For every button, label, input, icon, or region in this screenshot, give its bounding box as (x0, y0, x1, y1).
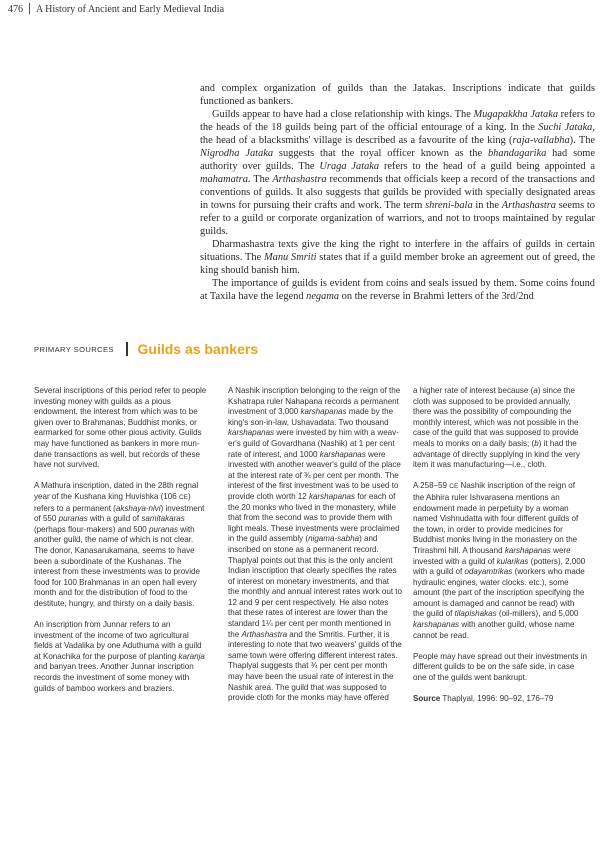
running-head (8, 3, 588, 15)
source-column-2: A Nashik inscription belonging to the reign of the Kshatrapa ruler Nahapana records a permanent investment of 3,000 karshapanas made by the king's son-in-law, Ushavadata. Two thousand karshapanas were invested by him with a weaver's guild of Govardhana (Nashik) at 1 per cent rate of interest, and 1000 karshapanas were invested with another weaver's guild of the place at the interest rate of ¾ per cent per month. The interest of the first investment was to be used to provide cloth worth 12 karshapanas for each of the 20 monks who lived in the monastery, while that from the second was to provide them with light meals. These investments were proclaimed in the guild assembly (nigama-sabha) and inscribed on stone as a permanent record. Thaplyal points out that this is the only ancient Indian inscription that clearly specifies the rates of interest on monetary investments, and that the monthly and annual interest rates work out to 12 and 9 per cent respectively. He also notes that these rates of interest are lower than the standard 1¼ per cent per month mentioned in the Arthashastra and the Smritis. Further, it is interesting to note that two weavers' guilds of the same town were offering different interest rates. Thaplyal suggests that ¾ per cent per month may have been the usual rate of interest in the Nashik area. The guild that was supposed to provide cloth for the monks may have offered (228, 386, 403, 703)
source-label: Source (413, 694, 441, 704)
book-title: A History of Ancient and Early Medieval India (36, 4, 225, 15)
source-column-3-body: a higher rate of interest because (a) since the cloth was supposed to be provided annually, there was the possibility of compounding the monthly interest, which was not possible in the case of the guild that was supposed to provide meals to monks on a daily basis; (b) it had the advantage of directly supplying in kind the very item it was manufacturing—i.e., cloth. A 258–59 CE Nashik inscription of the reign of the Abhira ruler Ishvarasena mentions an endowment made in perpetuity by a woman named Vishnudatta with four different guilds of the town, in order to provide medicines for Buddhist monks living in the monastery on the Trirashmi hill. A thousand karshapanas were invested with a guild of kularikas (potters), 2,000 with a guild of odayamtrikas (workers who made hydraulic engines, water clocks. etc.), some amount (the part of the inscription specifying the amount is damaged and cannot be read) with the guild of tilapishakas (oil-millers), and 5,000 karshapanas with another guild, whose name cannot be read. People may have spread out their investments in different guilds to be on the safe side, in case one of the guilds went bankrupt. (413, 386, 587, 683)
box-label: PRIMARY SOURCES (34, 345, 114, 354)
main-paragraph: Dharmashastra texts give the king the right to interfere in the affairs of guilds in certain situations. The Manu Smriti states that if a guild member broke an agreement out of greed, the king should banish him. (200, 239, 595, 276)
main-paragraph: The importance of guilds is evident from coins and seals issued by them. Some coins found at Taxila have the legend negama on the reverse in Brahmi letters of the 3rd/2nd (200, 278, 595, 302)
source-text: Thaplyal, 1996: 90–92, 176–79 (442, 694, 554, 704)
main-paragraph: and complex organization of guilds than the Jatakas. Inscriptions indicate that guilds functioned as bankers. (200, 83, 595, 107)
main-paragraph: Guilds appear to have had a close relationship with kings. The Mugapakkha Jataka refers to the heads of the 18 guilds being part of the official entourage of a king. In the Suchi Jataka, the head of a blacksmiths' village is described as a favourite of the king (raja-vallabha). The Nigrodha Jataka suggests that the royal officer known as the bhandagarika had some authority over guilds. The Uraga Jataka refers to the head of a guild being appointed a mahamatra. The Arthashastra recommends that officials keep a record of the transactions and conventions of guilds. It also suggests that guilds be provided with specially designated areas in towns for pursuing their crafts and work. The term shreni-bala in the Arthashastra seems to refer to a guild or corporate organization of warriors, and not to troops maintained by regular guilds. (200, 109, 596, 237)
running-head-divider (29, 3, 30, 14)
primary-sources-header (34, 341, 258, 359)
source-column-1: Several inscriptions of this period refer to people investing money with guilds as a pious endowment, the interest from which was to be given over to Brahmanas, Buddhist monks, or earmarked for some other pious activity. Guilds may have functioned as bankers in more mundane transactions as well, but records of these have not survived. A Mathura inscription, dated in the 28th regnal year of the Kushana king Huvishka (106 CE) refers to a permanent (akshaya-nivi) investment of 550 puranas with a guild of samitakaras (perhaps flour-makers) and 500 puranas with another guild, the name of which is not clear. The donor, Kanasarukamana, seems to have been a subordinate of the Kushanas. The interest from these investments was to provide food for 100 Brahmanas in an open hall every month and for the distribution of food to the destitute, hungry, and thirsty on a daily basis. An inscription from Junnar refers to an investment of the income of two agricultural fields at Vadalika by one Aduthuma with a guild at Konachika for the purpose of planting karanja and banyan trees. Another Junnar inscription records the investment of some money with guilds of bamboo workers and braziers. (34, 386, 207, 693)
page-number: 476 (8, 4, 23, 15)
source-column-3 (413, 386, 587, 715)
box-header-divider (126, 342, 128, 356)
source-citation (413, 694, 587, 705)
main-text (200, 82, 595, 303)
box-title: Guilds as bankers (137, 341, 259, 357)
